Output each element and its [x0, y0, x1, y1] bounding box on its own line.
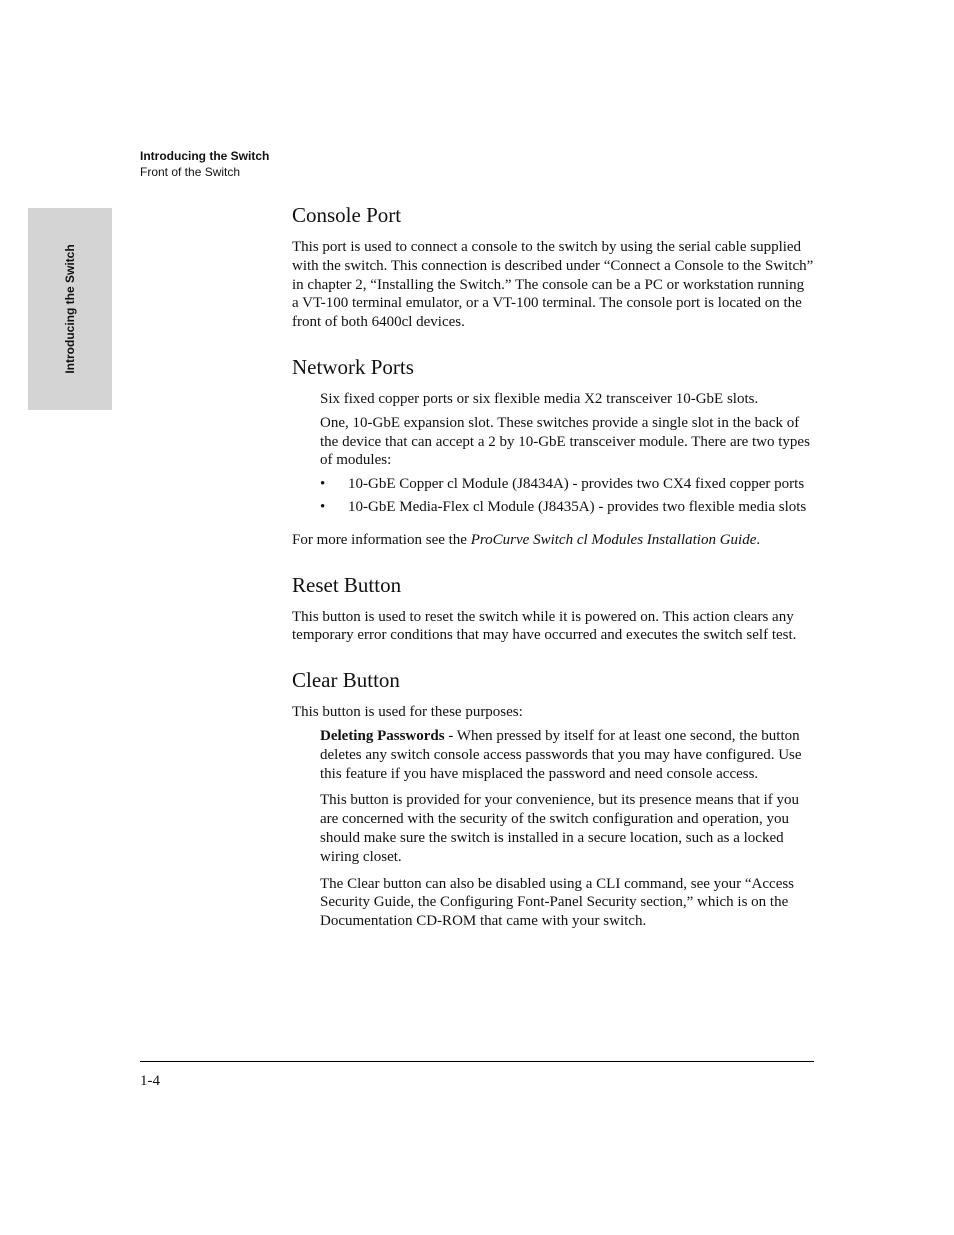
module-copper-item: 10-GbE Copper cl Module (J8434A) - provides two CX4 fixed copper ports — [348, 476, 805, 493]
page-number: 1-4 — [140, 1073, 160, 1089]
disable-note-para: The Clear button can also be disabled using a CLI command, see your “Access Security Guide, the Configuring Font-Panel Security section,” which is on the Documentation CD-ROM that came with your switch. — [320, 875, 795, 930]
reset-button-body: This button is used to reset the switch while it is powered on. This action clears any temporary error conditions that may have occurred and executes the switch self test. — [292, 608, 797, 644]
network-ports-section — [292, 354, 814, 550]
chapter-side-tab — [28, 208, 112, 410]
reset-button-heading: Reset Button — [292, 572, 402, 597]
list-item — [320, 498, 814, 517]
reset-button-section — [292, 572, 814, 646]
console-port-section — [292, 202, 814, 332]
convenience-para: This button is provided for your convenience, but its presence means that if you are concerned with the security of the switch configuration and operation, you should make sure the switch is installed in a secure location, such as a locked wiring closet. — [320, 792, 800, 865]
clear-button-intro: This button is used for these purposes: — [292, 704, 523, 721]
footer-rule — [140, 1061, 814, 1062]
module-media-flex-item: 10-GbE Media-Flex cl Module (J8435A) - provides two flexible media slots — [348, 498, 807, 515]
running-header — [140, 148, 269, 180]
deleting-passwords-text: - When pressed by itself for at least one second, the button deletes any switch console access passwords that you may have configured. Use this feature if you have misplaced the password and need console access. — [320, 727, 802, 782]
bullet-glyph: • — [320, 498, 326, 515]
module-list — [320, 475, 814, 517]
more-info-suffix: . — [756, 531, 761, 548]
list-item — [320, 475, 814, 494]
more-info-line — [292, 531, 814, 550]
network-ports-expansion-slot: One, 10-GbE expansion slot. These switches provide a single slot in the back of the device that can accept a 2 by 10-GbE transceiver module. There are two types of modules: — [320, 414, 810, 469]
deleting-passwords-label: Deleting Passwords — [320, 727, 445, 744]
running-header-chapter: Introducing the Switch — [140, 149, 270, 163]
chapter-side-tab-label: Introducing the Switch — [63, 244, 77, 374]
page-content — [292, 202, 814, 953]
console-port-body: This port is used to connect a console to the switch by using the serial cable supplied with the switch. This connection is described under “Connect a Console to the Switch” in chapter 2, “Installing the Switch.” The console can be a PC or workstation running a VT-100 terminal emulator, or a VT-100 terminal. The console port is located on the front of both 6400cl devices. — [292, 239, 814, 331]
console-port-heading: Console Port — [292, 203, 402, 227]
clear-button-heading: Clear Button — [292, 668, 400, 693]
network-ports-fixed-ports: Six fixed copper ports or six flexible media X2 transceiver 10-GbE slots. — [320, 390, 759, 407]
running-header-section: Front of the Switch — [140, 165, 241, 179]
bullet-glyph: • — [320, 476, 326, 493]
more-info-prefix: For more information see the — [292, 531, 471, 548]
deleting-passwords-para — [320, 727, 814, 783]
guide-title: ProCurve Switch cl Modules Installation Guide — [470, 531, 757, 548]
clear-button-section — [292, 667, 814, 931]
network-ports-heading: Network Ports — [292, 354, 414, 379]
